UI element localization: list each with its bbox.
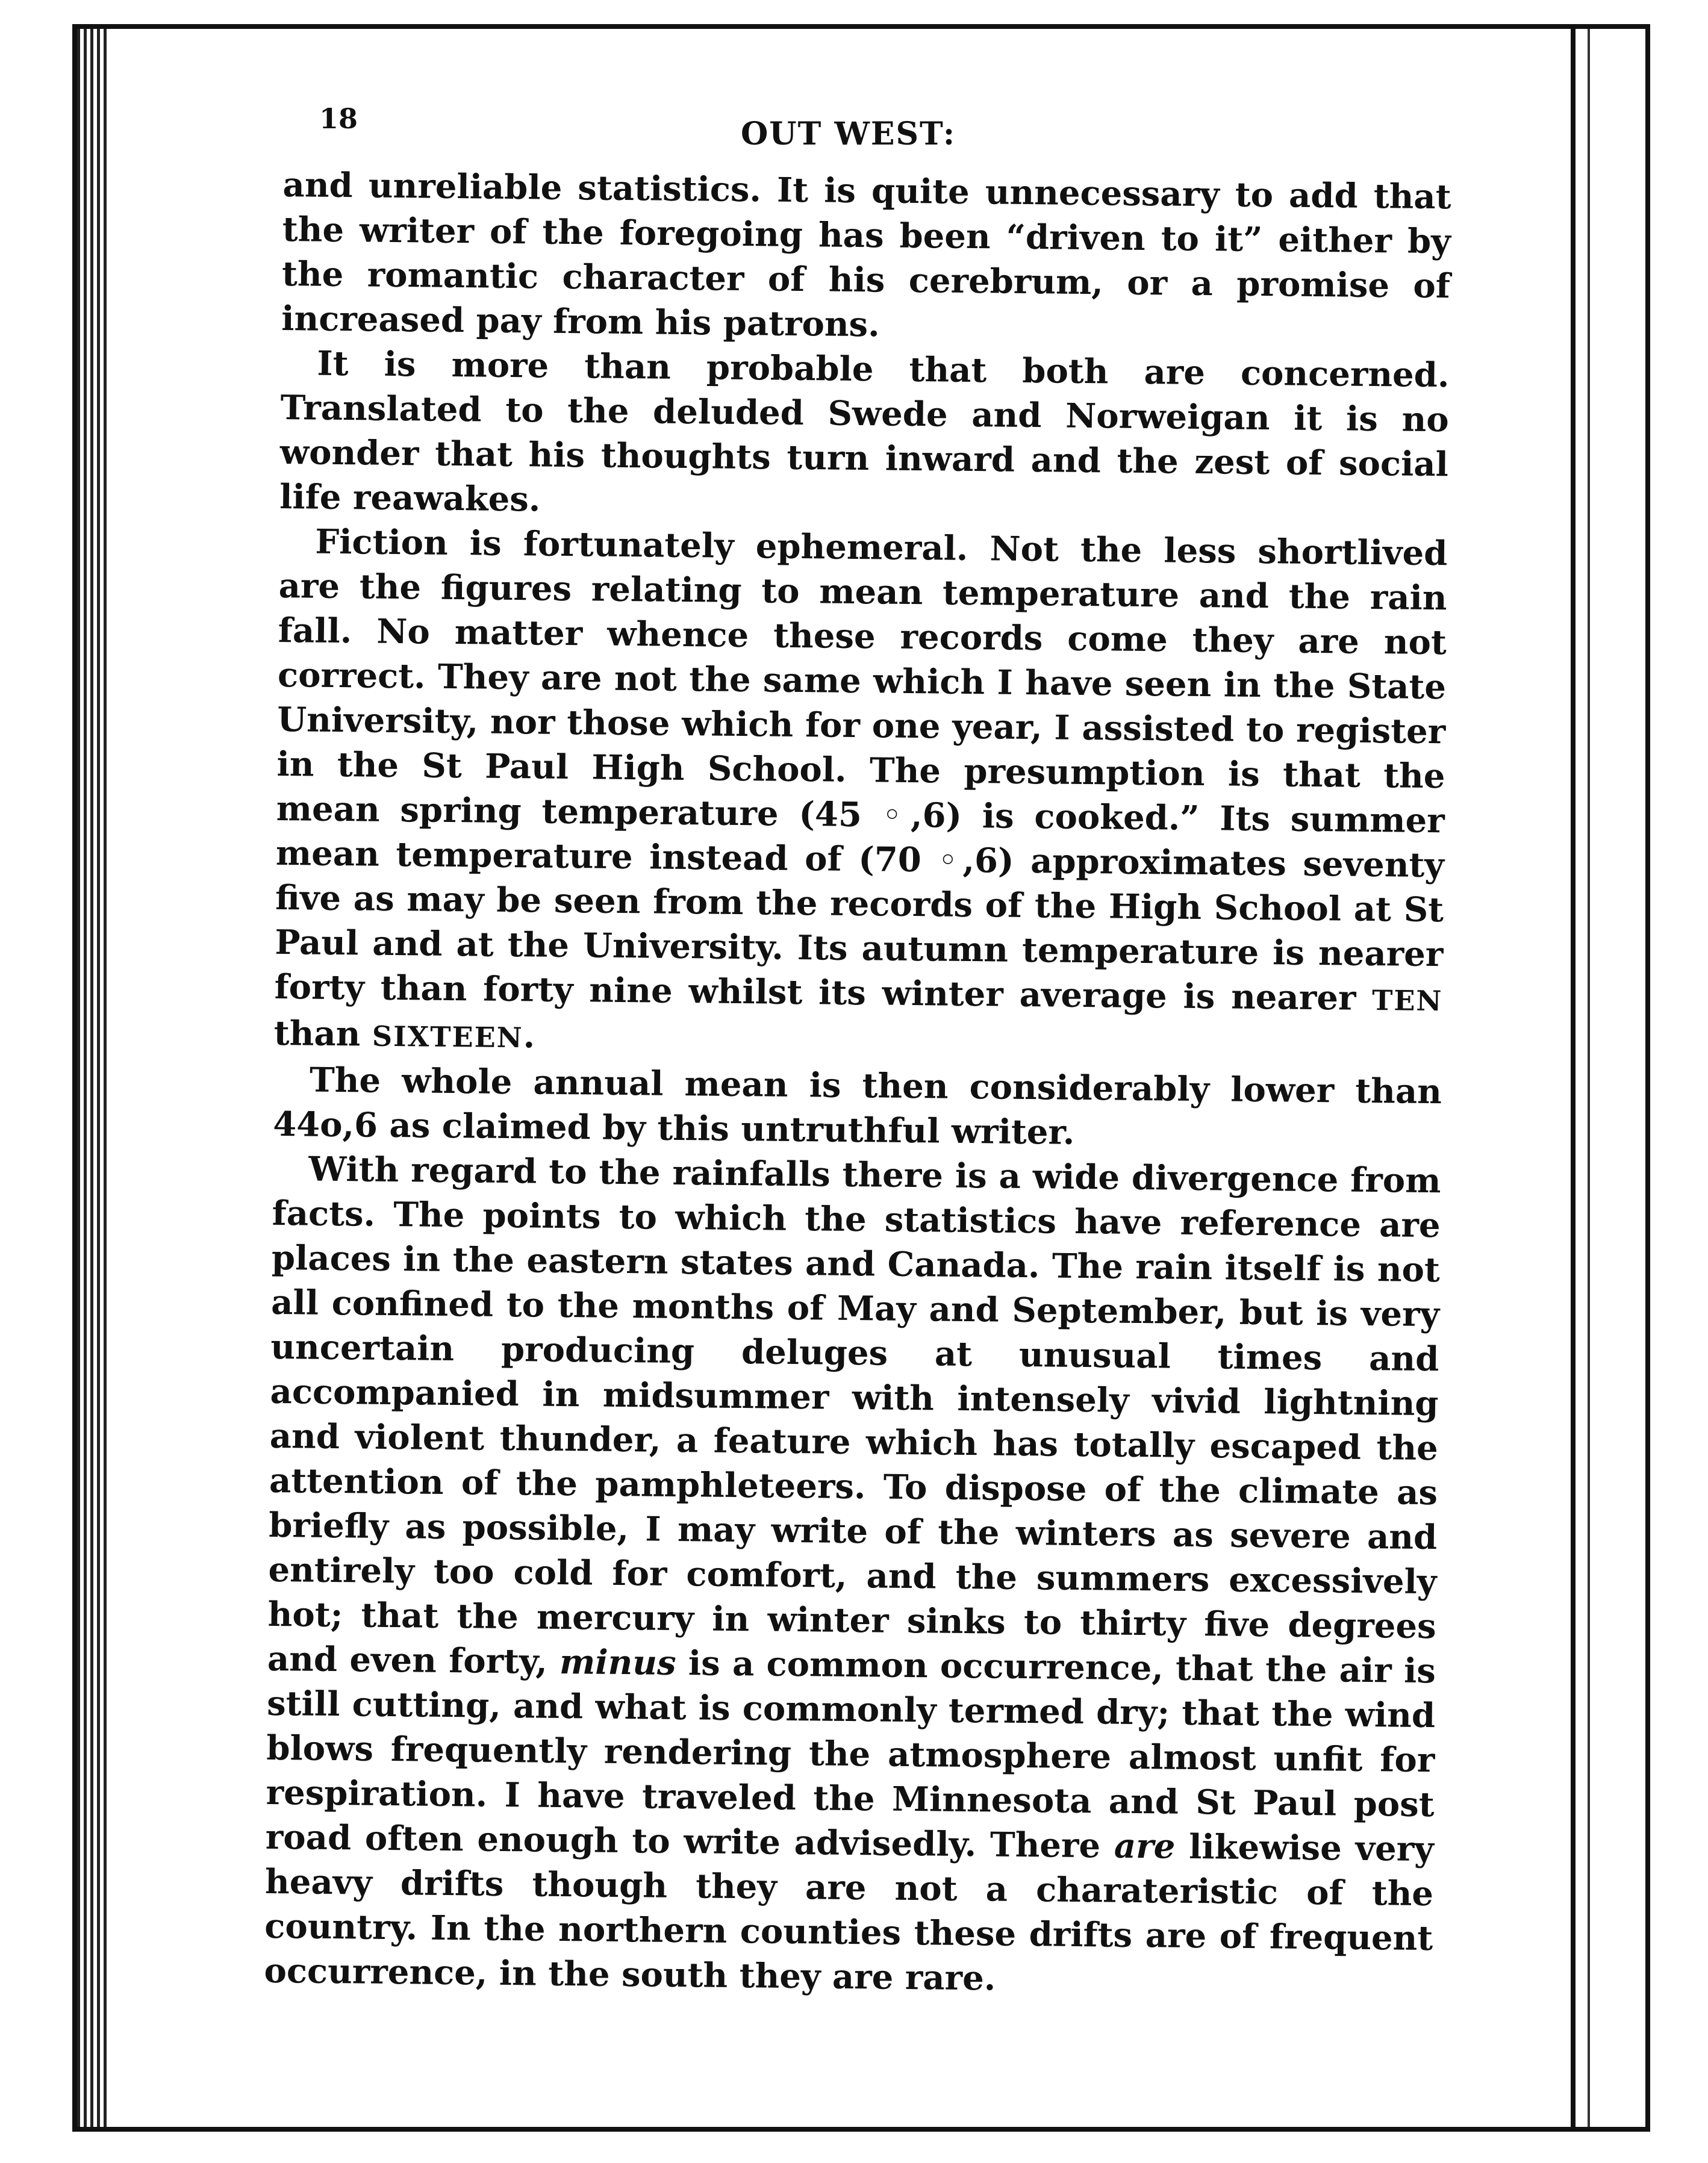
page-edge-shadow [1588, 29, 1590, 2127]
small-caps-ten: TEN [1371, 984, 1443, 1018]
paragraph-5-text-c: likewise very heavy drifts though they are not a charateristic of the country. In the northern counties these drifts are of frequent occurrence, in the south they are rare. [264, 1826, 1435, 1999]
body-text [264, 163, 1451, 2005]
paragraph-4: The whole annual mean is then considerably lower than 44o,6 as claimed by this untruthful writer. [272, 1060, 1442, 1153]
paragraph-3-text-b: than [273, 1013, 361, 1054]
book-page [264, 90, 1451, 1999]
paragraph-2: It is more than probable that both are concerned. Translated to the deluded Swede and Norweigan it is no wonder that his thoughts turn inward and the zest of social life reawakes. [279, 343, 1450, 520]
paragraph-3-text-c: . [523, 1016, 535, 1056]
running-head [283, 90, 1451, 152]
italic-minus: minus [559, 1642, 676, 1683]
page-number: 18 [319, 102, 358, 135]
paragraph-3-text-a: Fiction is fortunately ephemeral. Not the less shortlived are the figures relating to mean temperature and the rain fall. No matter whence these records come they are not correct. They are not the same which I have seen in the State University, nor those which for one year, I assisted to register in the St Paul High School. The presumption is that the mean spring temperature (45 ◦,6) is cooked.” Its summer mean temperature instead of (70 ◦,6) approximates seventy five as may be seen from the records of the High School at St Paul and at the University. Its autumn temperature is nearer forty than forty nine whilst its winter average is nearer [274, 521, 1448, 1018]
paragraph-1: and unreliable statistics. It is quite unnecessary to add that the writer of the foregoing has been “driven to it” either by the romantic character of his cerebrum, or a promise of increased pay from his patrons. [281, 164, 1451, 345]
small-caps-sixteen: SIXTEEN [372, 1019, 524, 1054]
page-edge [1571, 29, 1576, 2127]
paragraph-3 [273, 519, 1447, 1069]
paragraph-5-text-a: With regard to the rainfalls there is a wide divergence from facts. The points to which the statistics have reference are places in the eastern states and Canada. The rain itself is not all confined to the months of May and September, but is very uncertain producing deluges at unusual times and accompanied in midsummer with intensely vivid lightning and violent thunder, a feature which has totally escaped the attention of the pamphleteers. To dispose of the climate as briefly as possible, I may write of the winters as severe and entirely too cold for comfort, and the summers excessively hot; that the mercury in winter sinks to thirty five degrees and even forty, [267, 1149, 1441, 1682]
running-title: OUT WEST: [741, 116, 956, 152]
paragraph-5 [264, 1147, 1441, 2005]
paragraph-5-text-b: is a common occurrence, that the air is still cutting, and what is commonly termed dry; that the wind blows frequently rendering the atmosphere almost unfit for respiration. I have traveled the Minnesota and St Paul post road often enough to write advisedly. There [265, 1643, 1436, 1866]
italic-are: are [1114, 1826, 1176, 1867]
book-gutter [77, 29, 107, 2127]
